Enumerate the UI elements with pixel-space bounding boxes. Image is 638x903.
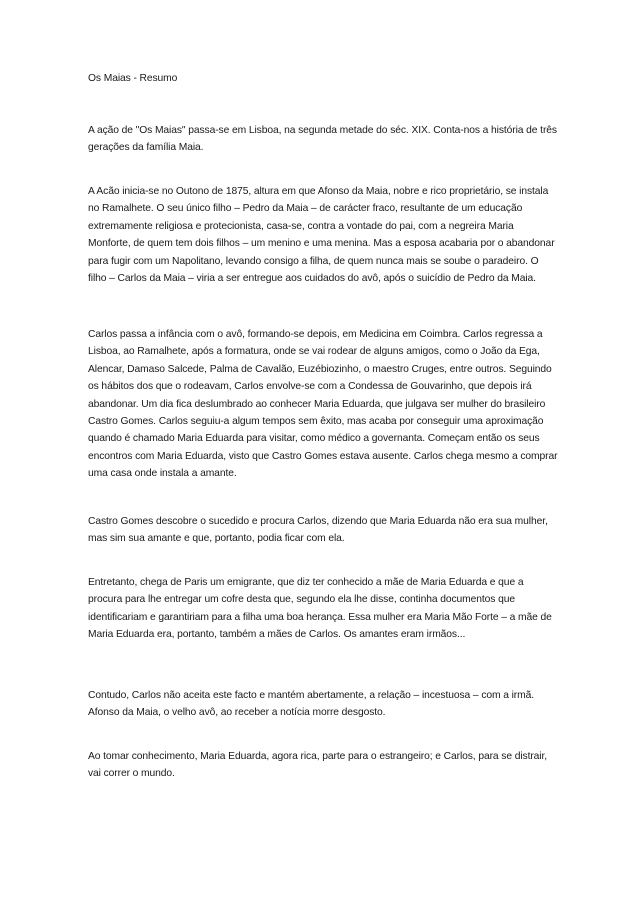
paragraph-ending: Ao tomar conhecimento, Maria Eduarda, agora rica, parte para o estrangeiro; e Carlos, para se distrair, vai correr o mundo. — [88, 751, 548, 780]
paragraph-carlos-youth: Carlos passa a infância com o avô, formando-se depois, em Medicina em Coimbra. Carlos regressa a Lisboa, ao Ramalhete, após a formatura, onde se vai rodear de alguns amigos, como o João da Ega, Alencar, Damaso Salcede, Palma de Cavalão, Euzébiozinho, o maestro Cruges, entre outros. Seguindo os hábitos dos que o rodeavam, Carlos envolve-se com a Condessa de Gouvarinho, que depois irá abandonar. Um dia fica deslumbrado ao conhecer Maria Eduarda, que julgava ser mulher do brasileiro Castro Gomes. Carlos seguiu-a algum tempos sem êxito, mas acaba por conseguir uma aproximação quando é chamado Maria Eduarda para visitar, como médico a governanta. Começam então os seus encontros com Maria Eduarda, visto que Castro Gomes estava ausente. Carlos chega mesmo a comprar uma casa onde instala a amante. — [88, 329, 558, 480]
paragraph-action-begins: A Acão inicia-se no Outono de 1875, altura em que Afonso da Maia, nobre e rico proprietário, se instala no Ramalhete. O seu único filho – Pedro da Maia – de carácter fraco, resultante de um educação extremamente religiosa e protecionista, casa-se, contra a vontade do pai, com a negreira Maria Monforte, de quem tem dois filhos – um menino e uma menina. Mas a esposa acabaria por o abandonar para fugir com um Napolitano, levando consigo a filha, de quem nunca mais se soube o paradeiro. O filho – Carlos da Maia – viria a ser entregue aos cuidados do avô, após o suicídio de Pedro da Maia. — [88, 186, 555, 285]
paragraph-intro: A ação de "Os Maias" passa-se em Lisboa, na segunda metade do séc. XIX. Conta-nos a história de três gerações da família Maia. — [88, 125, 557, 154]
paragraph-castro-gomes: Castro Gomes descobre o sucedido e procura Carlos, dizendo que Maria Eduarda não era sua mulher, mas sim sua amante e que, portanto, podia ficar com ela. — [88, 516, 548, 545]
paragraph-emigrant-revelation: Entretanto, chega de Paris um emigrante, que diz ter conhecido a mãe de Maria Eduarda e que a procura para lhe entregar um cofre desta que, segundo ela lhe disse, continha documentos que identificariam e garantiriam para a filha uma boa herança. Essa mulher era Maria Mão Forte – a mãe de Maria Eduarda era, portanto, também a mães de Carlos. Os amantes eram irmãos... — [88, 577, 552, 641]
paragraph-incest: Contudo, Carlos não aceita este facto e mantém abertamente, a relação – incestuosa – com a irmã. Afonso da Maia, o velho avô, ao receber a notícia morre desgosto. — [88, 690, 534, 719]
document-title: Os Maias - Resumo — [88, 73, 178, 84]
